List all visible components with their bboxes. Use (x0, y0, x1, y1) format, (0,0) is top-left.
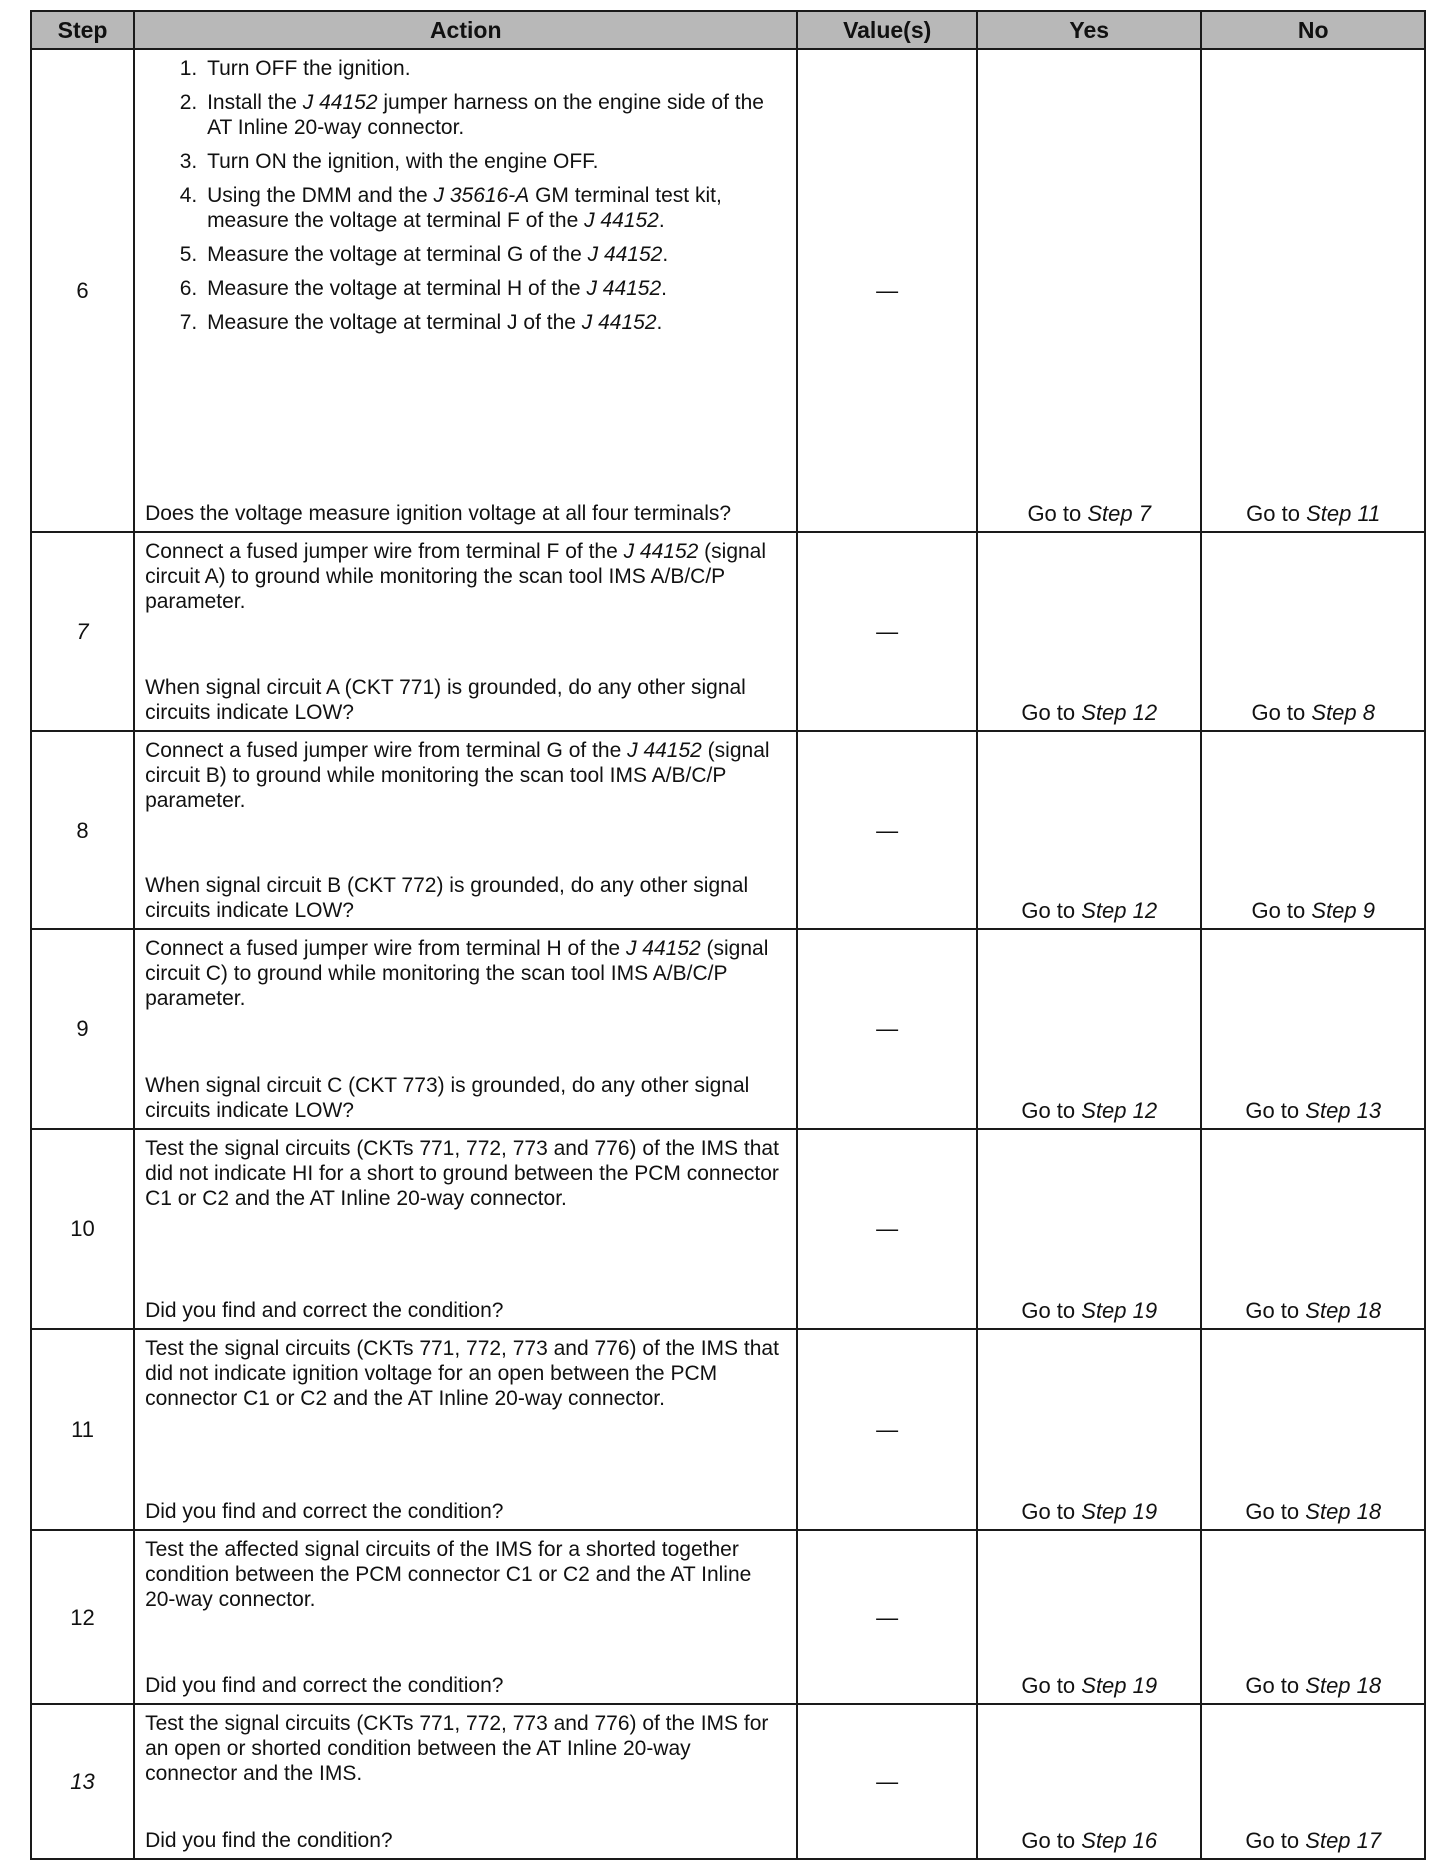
goto-prefix: Go to (1021, 700, 1076, 726)
list-item: 5. Measure the voltage at terminal G of the J 44152. (203, 242, 786, 267)
value-cell: — (797, 1530, 977, 1704)
question-text: Did you find the condition? (145, 1829, 393, 1852)
value-cell: — (797, 731, 977, 929)
goto-prefix: Go to (1021, 1828, 1076, 1853)
action-cell (134, 731, 797, 929)
no-cell (1201, 532, 1425, 731)
table-row (31, 731, 1425, 929)
goto-prefix: Go to (1245, 1097, 1300, 1123)
header-no: No (1201, 11, 1425, 49)
tool-reference: J 44152 (581, 311, 657, 334)
no-cell (1201, 1704, 1425, 1859)
value-cell: — (797, 929, 977, 1128)
question-text: Did you find and correct the condition? (145, 1500, 504, 1524)
goto-prefix: Go to (1021, 1297, 1076, 1323)
yes-cell (977, 49, 1202, 532)
list-item: 3. Turn ON the ignition, with the engine OFF. (203, 149, 786, 174)
header-action: Action (134, 11, 797, 49)
question-text: Did you find and correct the condition? (145, 1298, 504, 1322)
table-row (31, 532, 1425, 731)
table-row (31, 49, 1425, 532)
goto-prefix: Go to (1021, 1673, 1076, 1699)
yes-cell (977, 929, 1202, 1128)
diagnostic-table-page (30, 10, 1426, 1860)
question-text: When signal circuit B (CKT 772) is grounded, do any other signal circuits indicate LOW? (145, 874, 749, 923)
yes-cell (977, 1530, 1202, 1704)
action-cell (134, 1329, 797, 1530)
table-row (31, 1129, 1425, 1329)
action-cell (134, 1530, 797, 1704)
tool-reference: J 44152 (586, 277, 662, 300)
goto-prefix: Go to (1027, 501, 1082, 527)
list-item: 1. Turn OFF the ignition. (203, 56, 786, 81)
step-number: 7 (31, 532, 134, 731)
goto-prefix: Go to (1246, 501, 1300, 527)
no-target: Step 18 (1305, 1499, 1382, 1525)
no-cell (1201, 1530, 1425, 1704)
tool-reference: J 44152 (587, 243, 663, 266)
table-row (31, 929, 1425, 1128)
no-target: Step 11 (1306, 501, 1381, 527)
yes-target: Step 12 (1081, 700, 1158, 726)
action-cell (134, 929, 797, 1128)
no-target: Step 18 (1305, 1673, 1382, 1699)
action-cell (134, 49, 797, 532)
list-item: 2. Install the J 44152 jumper harness on the engine side of the AT Inline 20-way connector. (203, 90, 786, 140)
step-number: 13 (31, 1704, 134, 1859)
goto-prefix: Go to (1021, 898, 1076, 924)
goto-prefix: Go to (1251, 700, 1306, 726)
step-number: 11 (31, 1329, 134, 1530)
question-text: Did you find and correct the condition? (145, 1674, 504, 1698)
action-cell (134, 1704, 797, 1859)
header-yes: Yes (977, 11, 1202, 49)
value-cell: — (797, 1129, 977, 1329)
instruction-list (145, 56, 786, 335)
tool-reference: J 44152 (625, 937, 701, 961)
table-row (31, 1329, 1425, 1530)
list-item: 7. Measure the voltage at terminal J of the J 44152. (203, 310, 786, 335)
value-cell: — (797, 49, 977, 532)
tool-reference: J 44152 (623, 540, 699, 564)
instruction-text: Connect a fused jumper wire from terminal F of the J 44152 (signal circuit A) to ground while monitoring the scan tool IMS A/B/C/P parameter. (145, 540, 767, 614)
yes-cell (977, 1329, 1202, 1530)
tool-reference: J 44152 (584, 209, 659, 232)
table-row (31, 1704, 1425, 1859)
no-cell (1201, 49, 1425, 532)
instruction-text: Test the signal circuits (CKTs 771, 772, 773 and 776) of the IMS for an open or shorted condition between the AT Inline 20-way connector and the IMS. (145, 1712, 769, 1786)
goto-prefix: Go to (1245, 1673, 1300, 1699)
step-number: 12 (31, 1530, 134, 1704)
tool-reference: J 44152 (627, 739, 702, 763)
value-cell: — (797, 1704, 977, 1859)
diagnostic-table (30, 10, 1426, 1860)
yes-target: Step 7 (1087, 501, 1151, 527)
question-text: Does the voltage measure ignition voltage at all four terminals? (145, 502, 732, 526)
goto-prefix: Go to (1021, 1097, 1076, 1123)
no-cell (1201, 731, 1425, 929)
no-target: Step 17 (1305, 1828, 1382, 1853)
no-target: Step 9 (1311, 898, 1375, 924)
goto-prefix: Go to (1245, 1297, 1300, 1323)
value-cell: — (797, 532, 977, 731)
action-cell (134, 532, 797, 731)
yes-target: Step 12 (1081, 898, 1158, 924)
no-target: Step 18 (1305, 1297, 1382, 1323)
instruction-text: Connect a fused jumper wire from terminal G of the J 44152 (signal circuit B) to ground while monitoring the scan tool IMS A/B/C/P parameter. (145, 739, 770, 813)
list-item: 4. Using the DMM and the J 35616-A GM terminal test kit, measure the voltage at terminal F of the J 44152. (203, 183, 786, 233)
step-number: 6 (31, 49, 134, 532)
yes-target: Step 19 (1081, 1673, 1158, 1699)
step-number: 10 (31, 1129, 134, 1329)
goto-prefix: Go to (1245, 1499, 1300, 1525)
yes-target: Step 16 (1081, 1828, 1158, 1853)
header-step: Step (31, 11, 134, 49)
instruction-text: Test the signal circuits (CKTs 771, 772, 773 and 776) of the IMS that did not indicate ignition voltage for an open between the PCM connector C1 or C2 and the AT Inline 20-way connector. (145, 1336, 779, 1410)
no-cell (1201, 929, 1425, 1128)
yes-cell (977, 731, 1202, 929)
yes-cell (977, 532, 1202, 731)
no-cell (1201, 1329, 1425, 1530)
yes-cell (977, 1129, 1202, 1329)
tool-reference: J 35616-A (433, 184, 530, 207)
question-text: When signal circuit A (CKT 771) is grounded, do any other signal circuits indicate LOW? (145, 676, 746, 725)
instruction-text: Test the signal circuits (CKTs 771, 772, 773 and 776) of the IMS that did not indicate HI for a short to ground between the PCM connector C1 or C2 and the AT Inline 20-way connector. (145, 1136, 779, 1210)
instruction-text: Connect a fused jumper wire from terminal H of the J 44152 (signal circuit C) to ground while monitoring the scan tool IMS A/B/C/P parameter. (145, 937, 769, 1011)
header-values: Value(s) (797, 11, 977, 49)
no-cell (1201, 1129, 1425, 1329)
no-target: Step 8 (1311, 700, 1375, 726)
yes-target: Step 12 (1081, 1097, 1158, 1123)
goto-prefix: Go to (1245, 1828, 1300, 1853)
yes-cell (977, 1704, 1202, 1859)
yes-target: Step 19 (1081, 1499, 1158, 1525)
question-text: When signal circuit C (CKT 773) is grounded, do any other signal circuits indicate LOW? (145, 1073, 750, 1122)
table-header-row (31, 11, 1425, 49)
yes-target: Step 19 (1081, 1297, 1158, 1323)
no-target: Step 13 (1305, 1097, 1382, 1123)
goto-prefix: Go to (1251, 898, 1306, 924)
action-cell (134, 1129, 797, 1329)
goto-prefix: Go to (1021, 1499, 1076, 1525)
tool-reference: J 44152 (302, 91, 378, 114)
step-number: 8 (31, 731, 134, 929)
list-item: 6. Measure the voltage at terminal H of the J 44152. (203, 276, 786, 301)
value-cell: — (797, 1329, 977, 1530)
table-row (31, 1530, 1425, 1704)
step-number: 9 (31, 929, 134, 1128)
instruction-text: Test the affected signal circuits of the IMS for a shorted together condition between the PCM connector C1 or C2 and the AT Inline 20-way connector. (145, 1538, 752, 1612)
